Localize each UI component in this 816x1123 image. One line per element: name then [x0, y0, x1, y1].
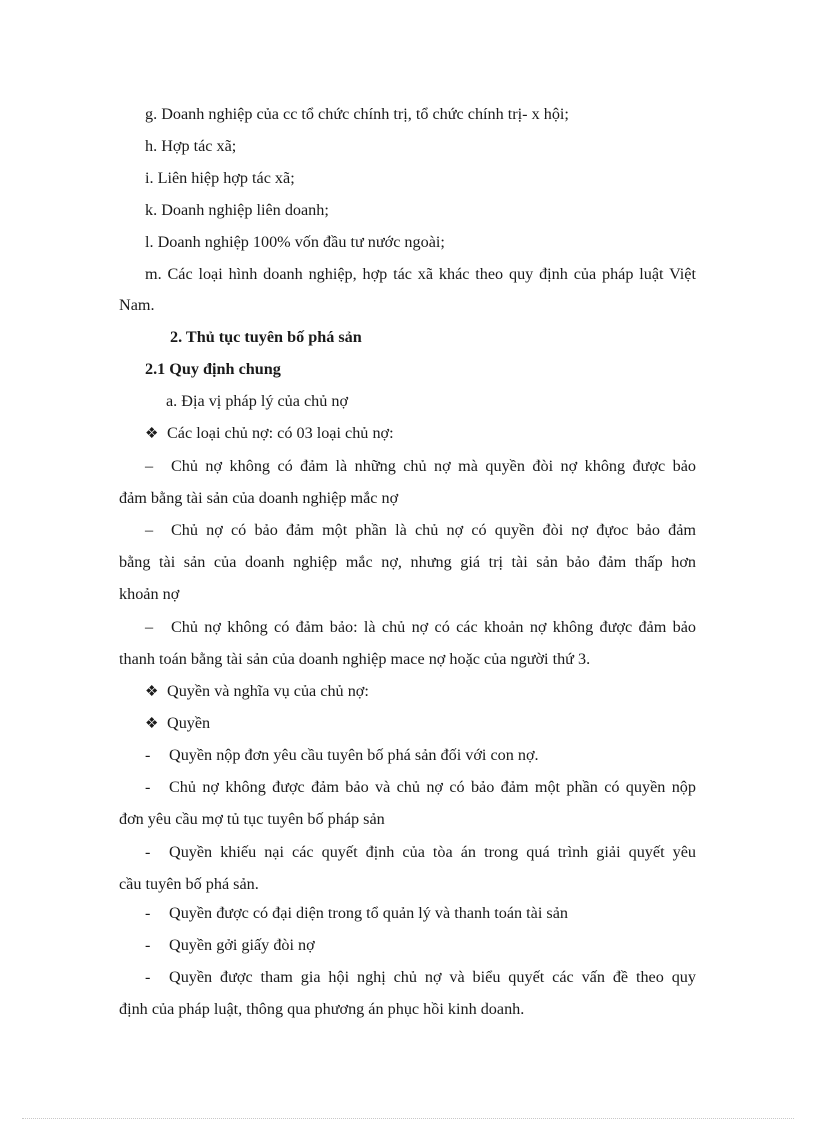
section-heading-2: 2. Thủ tục tuyên bố phá sản — [170, 328, 362, 346]
creditor-type-3-line2: thanh toán bằng tài sản của doanh nghiệp mace nợ hoặc của người thứ 3. — [119, 650, 591, 668]
hyphen-bullet-icon: - — [145, 968, 151, 986]
bullet-rights-obligations — [145, 681, 369, 702]
hyphen-bullet-icon: - — [145, 904, 151, 922]
right-item-5 — [145, 935, 315, 955]
right-item-1 — [145, 745, 539, 765]
right-item-2-text: Chủ nợ không được đảm bảo và chủ nợ có bảo đảm một phần có quyền nộp — [169, 778, 696, 796]
section-heading-2-1: 2.1 Quy định chung — [145, 360, 281, 378]
dash-bullet-icon: – — [145, 618, 154, 636]
creditor-type-1-text: Chủ nợ không có đảm là những chủ nợ mà quyền đòi nợ không được bảo — [171, 457, 696, 475]
right-item-4 — [145, 903, 568, 923]
right-item-6-line2: định của pháp luật, thông qua phương án phục hồi kinh doanh. — [119, 1000, 525, 1018]
list-item-g: g. Doanh nghiệp của cc tổ chức chính trị, tổ chức chính trị- x hội; — [145, 105, 569, 123]
diamond-bullet-icon: ❖ — [145, 716, 159, 732]
right-item-2-line1 — [145, 777, 696, 797]
right-item-3-line2: cầu tuyên bố phá sản. — [119, 875, 259, 893]
diamond-bullet-icon: ❖ — [145, 684, 159, 700]
right-item-3-text: Quyền khiếu nại các quyết định của tòa án trong quá trình giải quyết yêu — [169, 843, 696, 861]
creditor-type-1-line2: đảm bằng tài sản của doanh nghiệp mắc nợ — [119, 489, 399, 507]
subheading-a: a. Địa vị pháp lý của chủ nợ — [166, 392, 349, 410]
creditor-type-3-line1 — [145, 617, 696, 637]
right-item-6-text: Quyền được tham gia hội nghị chủ nợ và biểu quyết các vấn đề theo quy — [169, 968, 696, 986]
right-item-4-text: Quyền được có đại diện trong tổ quản lý và thanh toán tài sản — [169, 904, 568, 922]
dash-bullet-icon: – — [145, 521, 154, 539]
creditor-type-2-text: Chủ nợ có bảo đảm một phần là chủ nợ có quyền đòi nợ đựoc bảo đảm — [171, 521, 696, 539]
dash-bullet-icon: – — [145, 457, 154, 475]
diamond-bullet-icon: ❖ — [145, 426, 159, 442]
creditor-types-intro: Các loại chủ nợ: có 03 loại chủ nợ: — [167, 424, 394, 442]
bullet-creditor-types — [145, 423, 394, 444]
creditor-type-2-line2: bằng tài sản của doanh nghiệp mắc nợ, nhưng giá trị tài sản bảo đảm thấp hơn — [119, 553, 696, 571]
right-item-3-line1 — [145, 842, 696, 862]
creditor-type-2-line1 — [145, 520, 696, 540]
right-item-1-text: Quyền nộp đơn yêu cầu tuyên bố phá sản đối với con nợ. — [169, 746, 539, 764]
list-item-m-line2: Nam. — [119, 296, 155, 314]
list-item-i: i. Liên hiệp hợp tác xã; — [145, 169, 295, 187]
creditor-type-2-line3: khoản nợ — [119, 585, 180, 603]
creditor-type-3-text: Chủ nợ không có đảm bảo: là chủ nợ có các khoản nợ không được đảm bảo — [171, 618, 696, 636]
list-item-m-line1: m. Các loại hình doanh nghiệp, hợp tác xã khác theo quy định của pháp luật Việt — [145, 265, 696, 283]
right-item-5-text: Quyền gởi giấy đòi nợ — [169, 936, 315, 954]
page-bottom-divider — [22, 1118, 794, 1119]
right-item-2-line2: đơn yêu cầu mợ tủ tục tuyên bố pháp sản — [119, 810, 385, 828]
rights-subheading: Quyền — [167, 714, 211, 732]
hyphen-bullet-icon: - — [145, 843, 151, 861]
hyphen-bullet-icon: - — [145, 778, 151, 796]
hyphen-bullet-icon: - — [145, 746, 151, 764]
list-item-k: k. Doanh nghiệp liên doanh; — [145, 201, 329, 219]
creditor-type-1-line1 — [145, 456, 696, 476]
hyphen-bullet-icon: - — [145, 936, 151, 954]
list-item-h: h. Hợp tác xã; — [145, 137, 237, 155]
list-item-l: l. Doanh nghiệp 100% vốn đầu tư nước ngoài; — [145, 233, 445, 251]
bullet-rights — [145, 713, 210, 734]
rights-obligations-heading: Quyền và nghĩa vụ của chủ nợ: — [167, 682, 369, 700]
right-item-6-line1 — [145, 967, 696, 987]
